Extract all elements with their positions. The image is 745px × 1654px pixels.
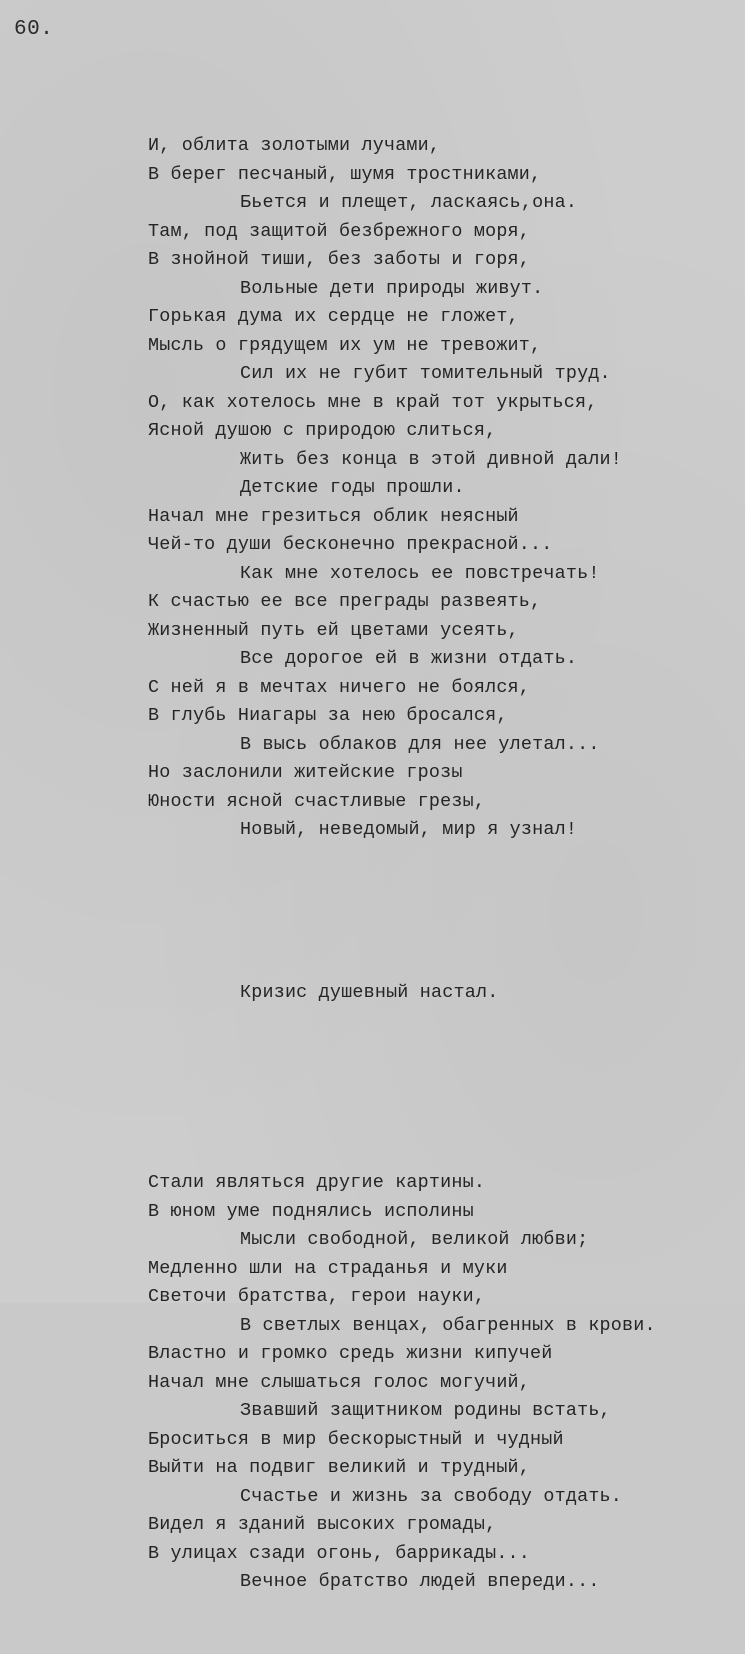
poem-line: Жить без конца в этой дивной дали! xyxy=(240,448,623,470)
poem-line: Стали являться другие картины. xyxy=(148,1172,486,1193)
poem-line: Звавший защитником родины встать, xyxy=(240,1400,611,1421)
poem-line: С ней я в мечтах ничего не боялся, xyxy=(148,676,531,698)
stanza-1 xyxy=(148,132,738,845)
poem-line: О, как хотелось мне в край тот укрыться, xyxy=(148,391,598,413)
poem-line: Там, под защитой безбрежного моря, xyxy=(148,220,531,242)
poem-line: Все дорогое ей в жизни отдать. xyxy=(240,648,578,669)
poem-line: Видел я зданий высоких громады, xyxy=(148,1514,497,1535)
page-number: 60. xyxy=(14,18,54,41)
poem-line: Как мне хотелось ее повстречать! xyxy=(240,562,600,584)
poem-line: В высь облаков для нее улетал... xyxy=(240,733,600,755)
poem-line: В юном уме поднялись исполины xyxy=(148,1200,474,1222)
poem-line: В глубь Ниагары за нею бросался, xyxy=(148,705,508,726)
poem-line: Жизненный путь ей цветами усеять, xyxy=(148,619,519,641)
poem-line: Чей-то души бесконечно прекрасной... xyxy=(148,534,553,555)
crisis-line: Кризис душевный настал. xyxy=(240,981,499,1003)
poem-line: Светочи братства, герои науки, xyxy=(148,1286,486,1307)
poem-line: Начал мне грезиться облик неясный xyxy=(148,505,519,527)
stanza-gap xyxy=(148,1064,738,1112)
poem-line: Выйти на подвиг великий и трудный, xyxy=(148,1457,531,1478)
poem-line: Ясной душою с природою слиться, xyxy=(148,420,497,441)
poem-line: Счастье и жизнь за свободу отдать. xyxy=(240,1485,623,1507)
poem-line: Начал мне слышаться голос могучий, xyxy=(148,1371,531,1393)
poem-line: Вечное братство людей впереди... xyxy=(240,1571,600,1592)
poem-line: В берег песчаный, шумя тростниками, xyxy=(148,163,542,185)
poem-line: Но заслонили житейские грозы xyxy=(148,762,463,783)
poem-line: К счастью ее все преграды развеять, xyxy=(148,591,542,612)
poem-line: Мысли свободной, великой любви; xyxy=(240,1229,589,1250)
poem-line: И, облита золотыми лучами, xyxy=(148,135,441,156)
poem-line: Бьется и плещет, ласкаясь,она. xyxy=(240,192,578,213)
stanza-gap xyxy=(148,902,738,922)
poem-line: Новый, неведомый, мир я узнал! xyxy=(240,819,578,840)
poem-line: В светлых венцах, обагренных в крови. xyxy=(240,1314,656,1336)
poem-line: Юности ясной счастливые грезы, xyxy=(148,790,486,812)
poem-line: Сил их не губит томительный труд. xyxy=(240,363,611,384)
poem-line: В знойной тиши, без заботы и горя, xyxy=(148,249,531,270)
stanza-2 xyxy=(148,1169,738,1597)
poem-line: Горькая дума их сердце не гложет, xyxy=(148,306,519,327)
poem-line: Вольные дети природы живут. xyxy=(240,277,544,299)
poem-line: Властно и громко средь жизни кипучей xyxy=(148,1343,553,1364)
poem-line: Медленно шли на страданья и муки xyxy=(148,1257,508,1279)
poem-line: Детские годы прошли. xyxy=(240,477,465,498)
poem-text xyxy=(148,75,738,1654)
poem-line: В улицах сзади огонь, баррикады... xyxy=(148,1542,531,1564)
poem-line: Мысль о грядущем их ум не тревожит, xyxy=(148,334,542,356)
poem-line: Броситься в мир бескорыстный и чудный xyxy=(148,1428,564,1450)
